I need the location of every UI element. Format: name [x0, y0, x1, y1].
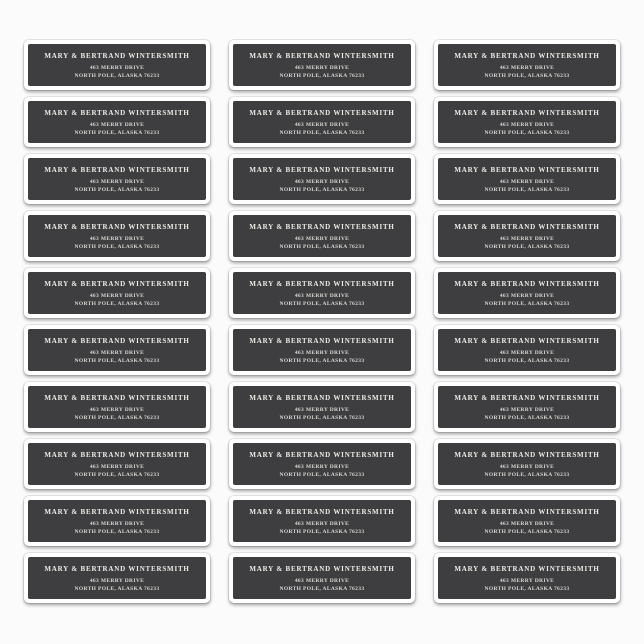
label-street-line: 463 MERRY DRIVE [89, 235, 145, 242]
label-city-line: NORTH POLE, ALASKA 76233 [484, 471, 570, 478]
label-street-line: 463 MERRY DRIVE [89, 577, 145, 584]
label-street-line: 463 MERRY DRIVE [499, 520, 555, 527]
address-label [434, 268, 620, 318]
label-city-line: NORTH POLE, ALASKA 76233 [484, 528, 570, 535]
label-city-line: NORTH POLE, ALASKA 76233 [484, 357, 570, 364]
label-panel [28, 44, 206, 86]
label-street-line: 463 MERRY DRIVE [294, 121, 350, 128]
label-city-line: NORTH POLE, ALASKA 76233 [74, 186, 160, 193]
label-panel [438, 101, 616, 143]
address-label [434, 325, 620, 375]
label-name-line: MARY & BERTRAND WINTERSMITH [44, 165, 190, 174]
address-label [24, 268, 210, 318]
label-street-line: 463 MERRY DRIVE [294, 64, 350, 71]
address-label [434, 97, 620, 147]
label-panel [438, 215, 616, 257]
label-panel [233, 443, 411, 485]
label-city-line: NORTH POLE, ALASKA 76233 [484, 414, 570, 421]
address-label [434, 40, 620, 90]
label-name-line: MARY & BERTRAND WINTERSMITH [44, 51, 190, 60]
address-label [24, 439, 210, 489]
address-label [229, 496, 415, 546]
address-label [24, 154, 210, 204]
label-street-line: 463 MERRY DRIVE [89, 121, 145, 128]
address-label [434, 439, 620, 489]
label-street-line: 463 MERRY DRIVE [499, 64, 555, 71]
label-name-line: MARY & BERTRAND WINTERSMITH [249, 165, 395, 174]
label-panel [28, 443, 206, 485]
address-label [24, 97, 210, 147]
label-name-line: MARY & BERTRAND WINTERSMITH [249, 336, 395, 345]
label-street-line: 463 MERRY DRIVE [499, 178, 555, 185]
label-street-line: 463 MERRY DRIVE [499, 577, 555, 584]
label-panel [233, 386, 411, 428]
label-panel [28, 386, 206, 428]
address-label [229, 382, 415, 432]
label-street-line: 463 MERRY DRIVE [89, 463, 145, 470]
label-city-line: NORTH POLE, ALASKA 76233 [74, 300, 160, 307]
label-city-line: NORTH POLE, ALASKA 76233 [484, 243, 570, 250]
address-label [229, 553, 415, 603]
label-panel [233, 215, 411, 257]
label-street-line: 463 MERRY DRIVE [89, 406, 145, 413]
label-name-line: MARY & BERTRAND WINTERSMITH [249, 108, 395, 117]
label-city-line: NORTH POLE, ALASKA 76233 [74, 414, 160, 421]
label-name-line: MARY & BERTRAND WINTERSMITH [454, 165, 600, 174]
label-panel [438, 557, 616, 599]
label-name-line: MARY & BERTRAND WINTERSMITH [454, 51, 600, 60]
label-street-line: 463 MERRY DRIVE [294, 178, 350, 185]
address-label [24, 325, 210, 375]
address-label [24, 211, 210, 261]
address-label [24, 553, 210, 603]
address-label [229, 325, 415, 375]
address-label [434, 211, 620, 261]
label-street-line: 463 MERRY DRIVE [294, 235, 350, 242]
label-street-line: 463 MERRY DRIVE [89, 178, 145, 185]
label-city-line: NORTH POLE, ALASKA 76233 [74, 357, 160, 364]
label-panel [28, 329, 206, 371]
address-label [229, 439, 415, 489]
label-street-line: 463 MERRY DRIVE [294, 349, 350, 356]
address-label [229, 211, 415, 261]
label-city-line: NORTH POLE, ALASKA 76233 [279, 585, 365, 592]
label-city-line: NORTH POLE, ALASKA 76233 [279, 243, 365, 250]
label-city-line: NORTH POLE, ALASKA 76233 [74, 471, 160, 478]
label-name-line: MARY & BERTRAND WINTERSMITH [454, 222, 600, 231]
label-street-line: 463 MERRY DRIVE [294, 406, 350, 413]
label-street-line: 463 MERRY DRIVE [499, 235, 555, 242]
address-label [229, 40, 415, 90]
label-name-line: MARY & BERTRAND WINTERSMITH [454, 564, 600, 573]
label-name-line: MARY & BERTRAND WINTERSMITH [249, 507, 395, 516]
label-street-line: 463 MERRY DRIVE [499, 463, 555, 470]
label-panel [438, 329, 616, 371]
label-name-line: MARY & BERTRAND WINTERSMITH [454, 279, 600, 288]
label-street-line: 463 MERRY DRIVE [499, 292, 555, 299]
label-street-line: 463 MERRY DRIVE [294, 463, 350, 470]
label-name-line: MARY & BERTRAND WINTERSMITH [44, 507, 190, 516]
label-city-line: NORTH POLE, ALASKA 76233 [279, 414, 365, 421]
label-name-line: MARY & BERTRAND WINTERSMITH [44, 336, 190, 345]
label-city-line: NORTH POLE, ALASKA 76233 [279, 528, 365, 535]
label-city-line: NORTH POLE, ALASKA 76233 [484, 300, 570, 307]
label-panel [28, 500, 206, 542]
label-city-line: NORTH POLE, ALASKA 76233 [279, 72, 365, 79]
label-panel [28, 272, 206, 314]
label-name-line: MARY & BERTRAND WINTERSMITH [44, 222, 190, 231]
address-label [434, 382, 620, 432]
address-label [229, 154, 415, 204]
label-name-line: MARY & BERTRAND WINTERSMITH [249, 564, 395, 573]
label-name-line: MARY & BERTRAND WINTERSMITH [44, 393, 190, 402]
label-name-line: MARY & BERTRAND WINTERSMITH [454, 108, 600, 117]
label-street-line: 463 MERRY DRIVE [89, 520, 145, 527]
label-city-line: NORTH POLE, ALASKA 76233 [74, 129, 160, 136]
label-city-line: NORTH POLE, ALASKA 76233 [279, 186, 365, 193]
address-label [434, 154, 620, 204]
label-name-line: MARY & BERTRAND WINTERSMITH [249, 393, 395, 402]
address-label [24, 496, 210, 546]
address-label [24, 40, 210, 90]
label-street-line: 463 MERRY DRIVE [294, 292, 350, 299]
label-panel [28, 557, 206, 599]
address-label [434, 553, 620, 603]
label-city-line: NORTH POLE, ALASKA 76233 [74, 243, 160, 250]
label-panel [438, 44, 616, 86]
label-city-line: NORTH POLE, ALASKA 76233 [484, 186, 570, 193]
address-label [229, 97, 415, 147]
label-name-line: MARY & BERTRAND WINTERSMITH [454, 450, 600, 459]
label-panel [233, 329, 411, 371]
label-name-line: MARY & BERTRAND WINTERSMITH [249, 51, 395, 60]
label-panel [28, 101, 206, 143]
label-city-line: NORTH POLE, ALASKA 76233 [74, 72, 160, 79]
label-panel [438, 500, 616, 542]
label-name-line: MARY & BERTRAND WINTERSMITH [454, 393, 600, 402]
label-panel [438, 158, 616, 200]
label-name-line: MARY & BERTRAND WINTERSMITH [249, 450, 395, 459]
label-panel [233, 158, 411, 200]
label-name-line: MARY & BERTRAND WINTERSMITH [44, 108, 190, 117]
label-panel [233, 557, 411, 599]
label-city-line: NORTH POLE, ALASKA 76233 [484, 72, 570, 79]
label-city-line: NORTH POLE, ALASKA 76233 [279, 471, 365, 478]
label-street-line: 463 MERRY DRIVE [499, 406, 555, 413]
label-panel [233, 44, 411, 86]
label-city-line: NORTH POLE, ALASKA 76233 [279, 129, 365, 136]
label-street-line: 463 MERRY DRIVE [89, 64, 145, 71]
label-street-line: 463 MERRY DRIVE [294, 520, 350, 527]
label-panel [28, 215, 206, 257]
address-label [229, 268, 415, 318]
label-city-line: NORTH POLE, ALASKA 76233 [74, 585, 160, 592]
label-panel [438, 386, 616, 428]
label-name-line: MARY & BERTRAND WINTERSMITH [249, 222, 395, 231]
label-street-line: 463 MERRY DRIVE [294, 577, 350, 584]
label-city-line: NORTH POLE, ALASKA 76233 [484, 129, 570, 136]
label-panel [28, 158, 206, 200]
label-name-line: MARY & BERTRAND WINTERSMITH [454, 507, 600, 516]
label-panel [233, 500, 411, 542]
label-panel [438, 443, 616, 485]
label-panel [233, 101, 411, 143]
label-street-line: 463 MERRY DRIVE [499, 121, 555, 128]
label-name-line: MARY & BERTRAND WINTERSMITH [44, 279, 190, 288]
label-name-line: MARY & BERTRAND WINTERSMITH [454, 336, 600, 345]
label-street-line: 463 MERRY DRIVE [89, 292, 145, 299]
label-name-line: MARY & BERTRAND WINTERSMITH [44, 564, 190, 573]
label-city-line: NORTH POLE, ALASKA 76233 [74, 528, 160, 535]
label-street-line: 463 MERRY DRIVE [499, 349, 555, 356]
address-label [434, 496, 620, 546]
label-name-line: MARY & BERTRAND WINTERSMITH [249, 279, 395, 288]
label-city-line: NORTH POLE, ALASKA 76233 [279, 300, 365, 307]
label-name-line: MARY & BERTRAND WINTERSMITH [44, 450, 190, 459]
label-panel [233, 272, 411, 314]
address-label [24, 382, 210, 432]
label-street-line: 463 MERRY DRIVE [89, 349, 145, 356]
label-city-line: NORTH POLE, ALASKA 76233 [484, 585, 570, 592]
label-city-line: NORTH POLE, ALASKA 76233 [279, 357, 365, 364]
label-panel [438, 272, 616, 314]
